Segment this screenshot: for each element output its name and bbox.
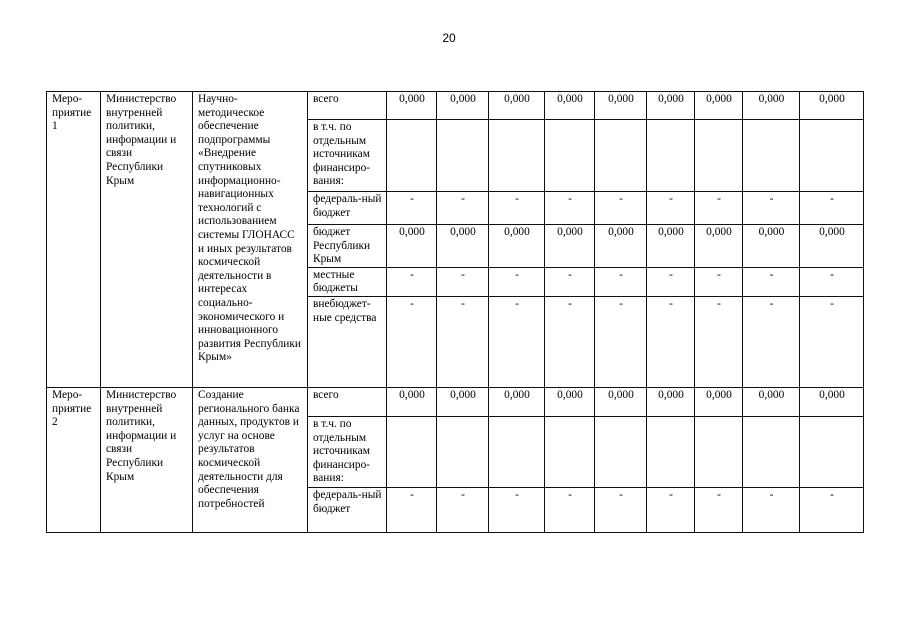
amount-cell: - — [437, 296, 489, 387]
executor-cell: Министерство внутренней политики, информации и связи Республики Крым — [101, 387, 193, 532]
amount-cell: 0,000 — [387, 92, 437, 120]
amount-cell: - — [647, 296, 695, 387]
amount-cell: 0,000 — [437, 387, 489, 416]
amount-cell — [695, 120, 743, 192]
amount-cell: - — [743, 296, 800, 387]
amount-cell: 0,000 — [695, 225, 743, 268]
funding-source-label: федераль-ный бюджет — [308, 192, 387, 225]
amount-cell: - — [595, 192, 647, 225]
amount-cell: 0,000 — [545, 225, 595, 268]
amount-cell — [387, 120, 437, 192]
amount-cell: - — [595, 487, 647, 532]
amount-cell: - — [545, 487, 595, 532]
financing-table — [46, 91, 864, 533]
table-row — [47, 387, 864, 416]
amount-cell — [545, 120, 595, 192]
amount-cell: - — [387, 267, 437, 296]
executor-cell: Министерство внутренней политики, информации и связи Республики Крым — [101, 92, 193, 388]
amount-cell: - — [800, 192, 864, 225]
funding-source-label: бюджет Республики Крым — [308, 225, 387, 268]
amount-cell — [647, 120, 695, 192]
amount-cell: 0,000 — [545, 92, 595, 120]
amount-cell: - — [437, 192, 489, 225]
amount-cell: - — [695, 487, 743, 532]
amount-cell: - — [647, 192, 695, 225]
event-line: Меро- — [52, 93, 83, 105]
amount-cell: 0,000 — [489, 225, 545, 268]
amount-cell: - — [695, 267, 743, 296]
amount-cell: 0,000 — [695, 387, 743, 416]
amount-cell: - — [489, 487, 545, 532]
funding-source-label: в т.ч. по отдельным источникам финансиро-вания: — [308, 120, 387, 192]
amount-cell: 0,000 — [800, 225, 864, 268]
funding-source-label: в т.ч. по отдельным источникам финансиро-вания: — [308, 416, 387, 487]
amount-cell: 0,000 — [647, 92, 695, 120]
event-line: 1 — [52, 120, 58, 133]
amount-cell — [489, 120, 545, 192]
amount-cell: 0,000 — [800, 387, 864, 416]
amount-cell: 0,000 — [489, 387, 545, 416]
amount-cell: 0,000 — [595, 225, 647, 268]
amount-cell: 0,000 — [695, 92, 743, 120]
amount-cell: 0,000 — [595, 387, 647, 416]
amount-cell: - — [647, 487, 695, 532]
amount-cell — [800, 120, 864, 192]
amount-cell: - — [595, 296, 647, 387]
amount-cell — [437, 120, 489, 192]
event-line: приятие — [52, 402, 92, 415]
amount-cell — [800, 416, 864, 487]
amount-cell: - — [545, 296, 595, 387]
amount-cell: 0,000 — [743, 225, 800, 268]
amount-cell: 0,000 — [437, 225, 489, 268]
amount-cell: - — [743, 487, 800, 532]
funding-source-label: федераль-ный бюджет — [308, 487, 387, 532]
amount-cell — [743, 416, 800, 487]
amount-cell: 0,000 — [595, 92, 647, 120]
amount-cell: - — [437, 267, 489, 296]
amount-cell: - — [743, 192, 800, 225]
amount-cell: - — [695, 192, 743, 225]
amount-cell: - — [489, 267, 545, 296]
description-cell: Научно-методическое обеспечение подпрограммы «Внедрение спутниковых информационно-навигационных технологий с использованием системы ГЛОНАСС и иных результатов космической деятельности в интересах социально-экономического и инновационного развития Республики Крым» — [193, 92, 308, 388]
amount-cell: - — [387, 487, 437, 532]
amount-cell — [387, 416, 437, 487]
funding-source-label: местные бюджеты — [308, 267, 387, 296]
amount-cell: 0,000 — [437, 92, 489, 120]
amount-cell: - — [800, 267, 864, 296]
amount-cell: - — [800, 487, 864, 532]
amount-cell: - — [387, 192, 437, 225]
amount-cell: 0,000 — [387, 387, 437, 416]
amount-cell — [695, 416, 743, 487]
amount-cell: - — [489, 296, 545, 387]
amount-cell — [743, 120, 800, 192]
amount-cell: - — [743, 267, 800, 296]
amount-cell — [647, 416, 695, 487]
amount-cell: - — [545, 267, 595, 296]
table-row — [47, 92, 864, 120]
funding-source-label: всего — [308, 387, 387, 416]
amount-cell — [595, 120, 647, 192]
event-line: Меро- — [52, 388, 83, 401]
amount-cell — [437, 416, 489, 487]
amount-cell — [545, 416, 595, 487]
funding-source-label: всего — [308, 92, 387, 120]
amount-cell: 0,000 — [743, 92, 800, 120]
event-cell — [47, 92, 101, 388]
description-cell: Создание регионального банка данных, продуктов и услуг на основе результатов космической деятельности для обеспечения потребностей — [193, 387, 308, 532]
amount-cell: - — [800, 296, 864, 387]
event-line: приятие — [52, 106, 92, 119]
amount-cell — [595, 416, 647, 487]
amount-cell: - — [595, 267, 647, 296]
amount-cell: 0,000 — [545, 387, 595, 416]
amount-cell: 0,000 — [387, 225, 437, 268]
amount-cell: 0,000 — [489, 92, 545, 120]
amount-cell: 0,000 — [647, 387, 695, 416]
amount-cell: - — [647, 267, 695, 296]
amount-cell — [489, 416, 545, 487]
amount-cell: - — [387, 296, 437, 387]
page-number: 20 — [442, 31, 456, 45]
amount-cell: 0,000 — [743, 387, 800, 416]
event-line: 2 — [52, 416, 58, 429]
amount-cell: - — [695, 296, 743, 387]
amount-cell: 0,000 — [647, 225, 695, 268]
event-cell — [47, 387, 101, 532]
amount-cell: 0,000 — [800, 92, 864, 120]
funding-source-label: внебюджет-ные средства — [308, 296, 387, 387]
amount-cell: - — [437, 487, 489, 532]
amount-cell: - — [545, 192, 595, 225]
amount-cell: - — [489, 192, 545, 225]
